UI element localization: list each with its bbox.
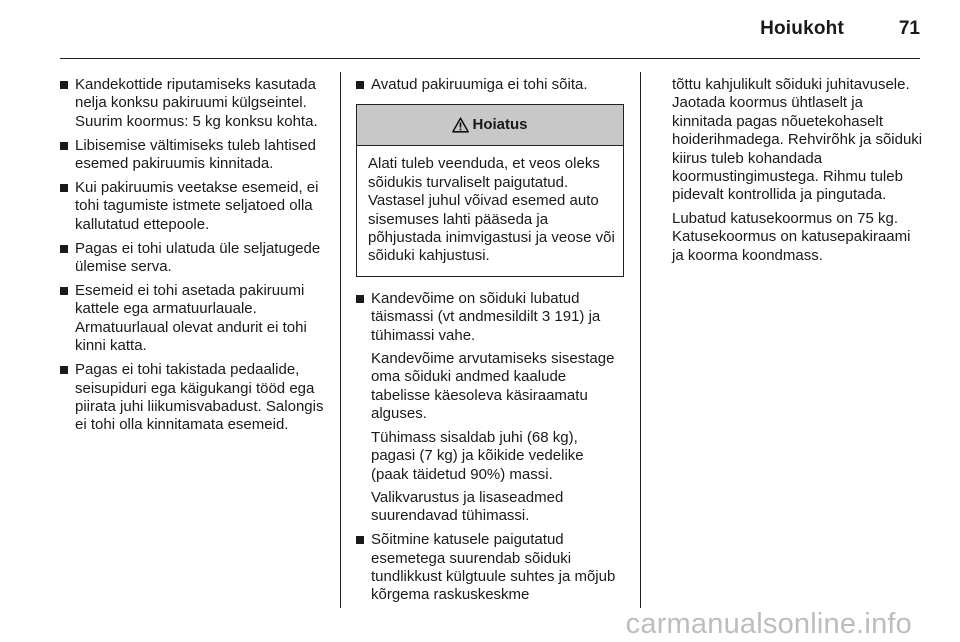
list-item-text: Sõitmine katusele paigutatud esemetega suurendab sõiduki tundlikkust külgtuule suhtes ja mõjub kõrgema raskuskeskme <box>371 531 616 604</box>
list-item-text: Kandevõime on sõiduki lubatud täismassi (vt andmesildilt <box>371 289 580 326</box>
list-item <box>60 282 330 356</box>
bullet-list <box>356 76 624 94</box>
list-item <box>60 240 330 277</box>
list-item <box>60 76 330 131</box>
paragraph: Kandevõime arvutamiseks sisestage oma sõiduki andmed kaalude tabelisse käesoleva käsiraamatu alguses. <box>371 350 615 423</box>
bullet-square-icon <box>356 81 364 89</box>
page-header <box>0 0 960 60</box>
page-reference-icon: 3 <box>541 308 551 326</box>
warning-text: Alati tuleb veenduda, et veos oleks sõidukis turvaliselt paigutatud. Vastasel juhul võivad esemed auto sisemuses lahti pääseda ja põhjustada inimvigastusi ja veose või sõiduki kahjustusi. <box>368 155 615 265</box>
paragraph: Lubatud katusekoormus on 75 kg. Katusekoormus on katusepakiraami ja koorma koondmass. <box>672 209 911 264</box>
list-item-text: Pagas ei tohi ulatuda üle seljatugede ülemise serva. <box>75 239 321 276</box>
bullet-square-icon <box>60 287 68 295</box>
paragraph: Valikvarustus ja lisaseadmed suurendavad tühimassi. <box>371 488 564 525</box>
list-item <box>60 361 330 435</box>
list-item <box>356 531 624 605</box>
list-item <box>356 290 624 526</box>
list-item-text: Libisemise vältimiseks tuleb lahtised esemed pakiruumis kinnitada. <box>75 136 316 173</box>
bullet-square-icon <box>60 142 68 150</box>
page-number: 71 <box>898 18 920 39</box>
list-item-text: Kandekottide riputamiseks kasutada nelja konksu pakiruumi külgseintel. Suurim koormus: 5 kg konksu kohta. <box>75 76 318 130</box>
warning-triangle-icon <box>452 117 469 133</box>
bullet-square-icon <box>356 536 364 544</box>
column-3 <box>672 76 924 270</box>
column-divider-1 <box>340 72 341 608</box>
section-title: Hoiukoht <box>760 18 844 39</box>
column-2 <box>356 76 624 610</box>
list-item-text: Esemeid ei tohi asetada pakiruumi kattele ega armatuurlauale. Armatuurlaual olevat andurit ei tohi kinni katta. <box>75 282 307 355</box>
list-item <box>356 76 624 94</box>
bullet-square-icon <box>356 295 364 303</box>
paragraph: tõttu kahjulikult sõiduki juhitavusele. Jaotada koormus ühtlaselt ja kinnitada pagas nõuetekohaselt hoiderihmadega. Rehvirõhk ja sõiduki kiirus tuleb kohandada koormustingimustega. Rihmu tuleb pidevalt kontrollida ja pingutada. <box>672 76 923 204</box>
paragraph: Tühimass sisaldab juhi (68 kg), pagasi (7 kg) ja kõikide vedelike (paak täidetud 90%) massi. <box>371 428 584 483</box>
warning-box <box>356 104 624 276</box>
warning-header <box>357 105 623 146</box>
list-item-text: Avatud pakiruumiga ei tohi sõita. <box>371 76 588 93</box>
bullet-square-icon <box>60 184 68 192</box>
list-item <box>60 179 330 234</box>
watermark: carmanualsonline.info <box>625 608 912 640</box>
bullet-square-icon <box>60 81 68 89</box>
bullet-list <box>60 76 330 435</box>
list-item-text: Pagas ei tohi takistada pedaalide, seisupiduri ega käigukangi tööd ega piirata juhi liikumisvabadust. Salongis ei tohi olla kinnitamata esemeid. <box>75 361 324 434</box>
bullet-list <box>356 290 624 605</box>
list-item <box>60 137 330 174</box>
header-divider <box>60 58 920 59</box>
warning-title: Hoiatus <box>472 116 528 134</box>
list-item-text: Kui pakiruumis veetakse esemeid, ei tohi tagumiste istmete seljatoed olla kallutatud ettepoole. <box>75 179 319 233</box>
list-item-text: 191) ja tühimassi vahe. <box>371 308 601 344</box>
bullet-square-icon <box>60 245 68 253</box>
column-divider-2 <box>640 72 641 608</box>
column-1 <box>60 76 330 440</box>
bullet-square-icon <box>60 366 68 374</box>
